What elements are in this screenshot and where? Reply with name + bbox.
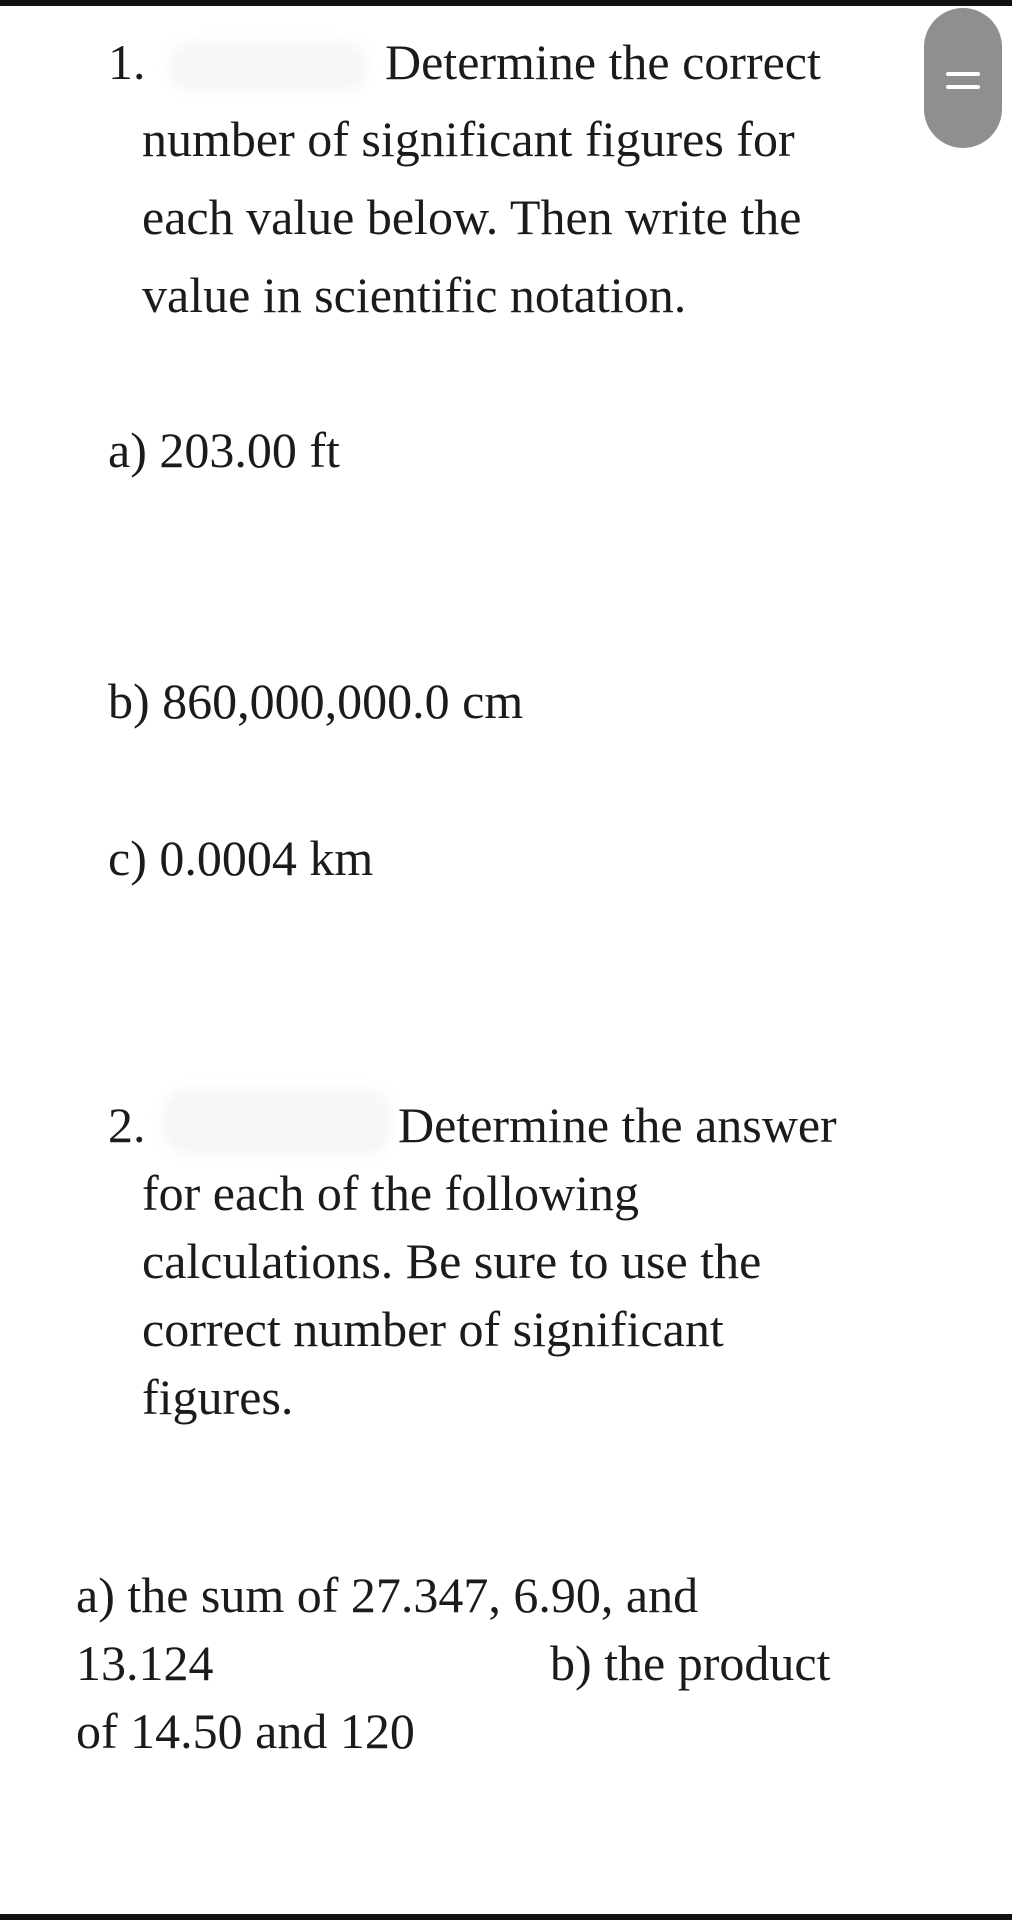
- drag-handle-icon: [946, 85, 980, 89]
- question-1-number: 1.: [108, 34, 146, 90]
- redacted-region: [168, 42, 368, 92]
- redacted-region: [162, 1088, 392, 1156]
- question-2-text-line-2: for each of the following: [142, 1165, 640, 1221]
- question-2-part-a-line-2: 13.124: [76, 1635, 214, 1691]
- bottom-border: [0, 1914, 1012, 1920]
- drag-handle-icon: [946, 72, 980, 76]
- question-2-text-line-4: correct number of significant: [142, 1301, 724, 1357]
- question-2-part-b-line-1: b) the product: [550, 1635, 831, 1691]
- question-1-item-b: b) 860,000,000.0 cm: [108, 673, 524, 729]
- question-2-number: 2.: [108, 1097, 146, 1153]
- question-1-text-line-4: value in scientific notation.: [142, 267, 687, 323]
- question-2-text-line-1: Determine the answer: [398, 1097, 837, 1153]
- top-border: [0, 0, 1012, 6]
- question-2-part-a-line-1: a) the sum of 27.347, 6.90, and: [76, 1567, 699, 1623]
- question-1-text-line-2: number of significant figures for: [142, 111, 795, 167]
- question-1-text-line-1: Determine the correct: [385, 34, 821, 90]
- question-2-text-line-3: calculations. Be sure to use the: [142, 1233, 762, 1289]
- question-1-text-line-3: each value below. Then write the: [142, 189, 802, 245]
- question-2-text-line-5: figures.: [142, 1369, 294, 1425]
- question-2-part-b-line-2: of 14.50 and 120: [76, 1703, 415, 1759]
- question-1-item-a: a) 203.00 ft: [108, 422, 340, 478]
- question-1-item-c: c) 0.0004 km: [108, 830, 374, 886]
- scroll-handle[interactable]: [924, 8, 1002, 148]
